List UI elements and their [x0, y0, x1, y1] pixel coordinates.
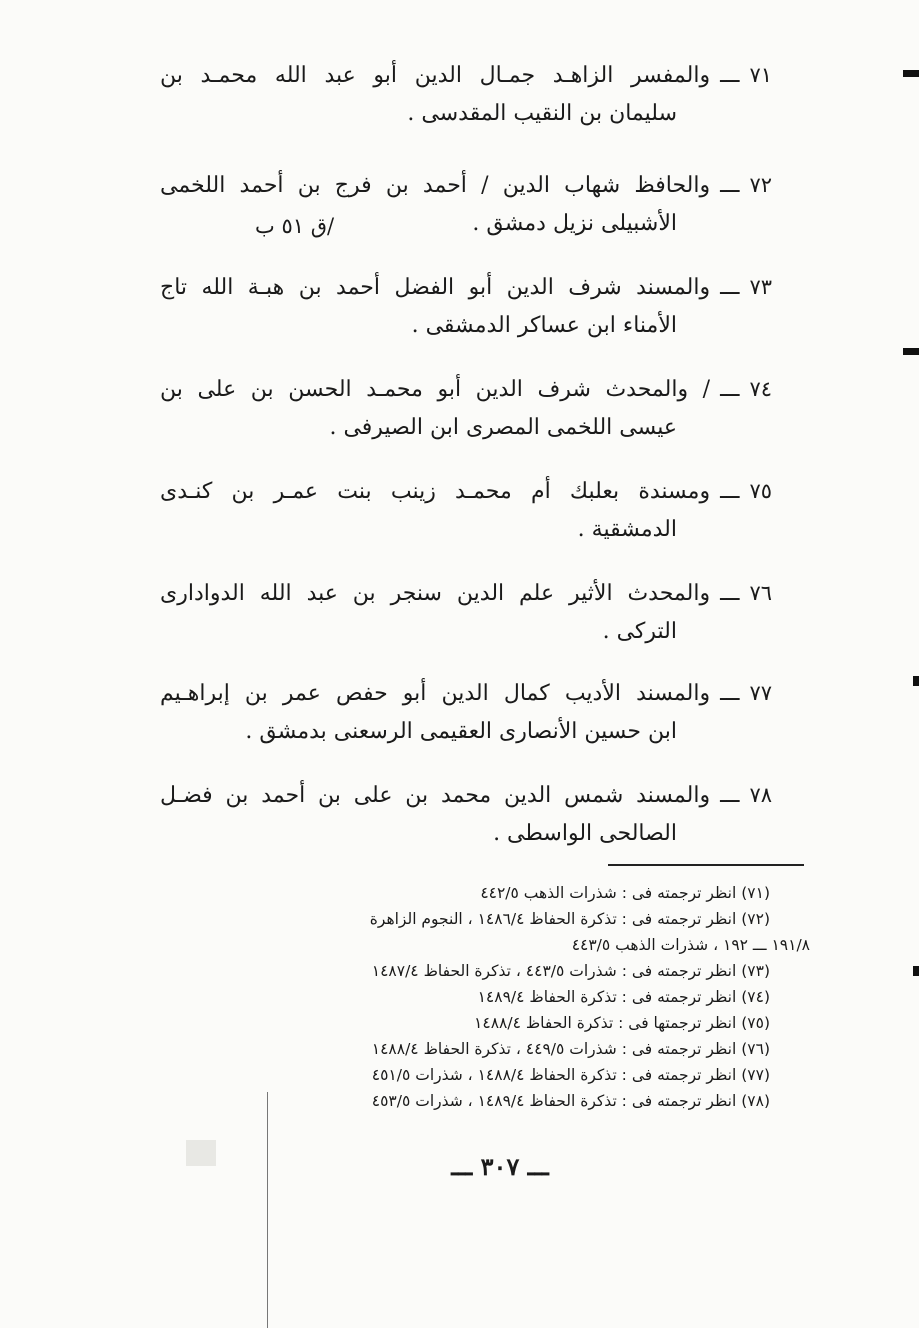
entry-dash: ـــ: [720, 783, 740, 808]
scan-fold-line: [267, 1092, 268, 1328]
entry-line-2: عيسى اللخمى المصرى ابن الصيرفى .: [329, 415, 677, 440]
entry-dash: ـــ: [720, 173, 740, 198]
entry-72: [160, 166, 772, 243]
entry-dash: ـــ: [720, 377, 740, 402]
footnote-71: (٧١) انظر ترجمته فى : شذرات الذهب ٤٤٢/٥: [480, 884, 770, 902]
page-number: ـــ ٣٠٧ ـــ: [451, 1152, 549, 1181]
entry-line-2: الأمناء ابن عساكر الدمشقى .: [411, 313, 677, 338]
entry-line-1: والمسند شرف الدين أبو الفضل أحمد بن هبـة الله تاج: [160, 275, 711, 300]
manuscript-folio-marker: /ق ٥١ ب: [255, 214, 335, 238]
entry-line-2: التركى .: [602, 619, 677, 644]
entry-number: ٧١: [749, 63, 772, 87]
entry-71: [160, 56, 772, 133]
entry-77: [160, 674, 772, 751]
entry-line-1: والمحدث الأثير علم الدين سنجر بن عبد الله الدوادارى: [160, 581, 711, 606]
footnote-75: (٧٥) انظر ترجمتها فى : تذكرة الحفاظ ١٤٨٨/٤: [474, 1014, 770, 1032]
entry-number: ٧٥: [749, 479, 772, 503]
entry-line-1: / والمحدث شرف الدين أبو محمـد الحسن بن على بن: [160, 377, 711, 402]
edge-mark: [903, 70, 919, 77]
entry-73: [160, 268, 772, 345]
entry-75: [160, 472, 772, 549]
entry-number: ٧٧: [749, 681, 772, 705]
edge-mark: [913, 676, 919, 686]
entry-line-2: سليمان بن النقيب المقدسى .: [407, 101, 677, 126]
entry-number: ٧٤: [749, 377, 772, 401]
entry-line-1: والحافظ شهاب الدين / أحمد بن فرج بن أحمد اللخمى: [160, 173, 711, 198]
entry-dash: ـــ: [720, 479, 740, 504]
entry-line-1: والمفسر الزاهـد جمـال الدين أبو عبد الله محمـد بن: [160, 63, 711, 88]
scan-smudge: [186, 1140, 216, 1166]
entry-line-1: والمسند شمس الدين محمد بن على بن أحمد بن فضـل: [160, 783, 711, 808]
entry-line-2: الدمشقية .: [577, 517, 677, 542]
edge-mark: [913, 966, 919, 976]
entry-line-1: ومسندة بعلبك أم محمـد زينب بنت عمـر بن كنـدى: [160, 479, 711, 504]
footnote-77: (٧٧) انظر ترجمته فى : تذكرة الحفاظ ١٤٨٨/٤ ، شذرات ٤٥١/٥: [371, 1066, 770, 1084]
entry-dash: ـــ: [720, 275, 740, 300]
entry-line-2: الأشبيلى نزيل دمشق .: [472, 211, 677, 236]
footnote-separator: [608, 864, 804, 866]
footnote-72-continued: ١٩١/٨ ـــ ١٩٢ ، شذرات الذهب ٤٤٣/٥: [571, 936, 810, 954]
entry-number: ٧٨: [749, 783, 772, 807]
footnote-74: (٧٤) انظر ترجمته فى : تذكرة الحفاظ ١٤٨٩/٤: [477, 988, 770, 1006]
footnote-72: (٧٢) انظر ترجمته فى : تذكرة الحفاظ ١٤٨٦/٤ ، النجوم الزاهرة: [369, 910, 770, 928]
footnote-76: (٧٦) انظر ترجمته فى : شذرات ٤٤٩/٥ ، تذكرة الحفاظ ١٤٨٨/٤: [371, 1040, 770, 1058]
entry-dash: ـــ: [720, 63, 740, 88]
entry-dash: ـــ: [720, 681, 740, 706]
entry-line-1: والمسند الأديب كمال الدين أبو حفص عمر بن إبراهـيم: [160, 681, 711, 706]
edge-mark: [903, 348, 919, 355]
entry-number: ٧٣: [749, 275, 772, 299]
entry-78: [160, 776, 772, 853]
footnote-73: (٧٣) انظر ترجمته فى : شذرات ٤٤٣/٥ ، تذكرة الحفاظ ١٤٨٧/٤: [371, 962, 770, 980]
entry-line-2: ابن حسين الأنصارى العقيمى الرسعنى بدمشق .: [245, 719, 677, 744]
entry-74: [160, 370, 772, 447]
entry-number: ٧٢: [749, 173, 772, 197]
entry-76: [160, 574, 772, 651]
entry-dash: ـــ: [720, 581, 740, 606]
footnotes: [170, 880, 810, 1114]
entry-number: ٧٦: [749, 581, 772, 605]
entry-line-2: الصالحى الواسطى .: [493, 821, 677, 846]
footnote-78: (٧٨) انظر ترجمته فى : تذكرة الحفاظ ١٤٨٩/٤ ، شذرات ٤٥٣/٥: [371, 1092, 770, 1110]
